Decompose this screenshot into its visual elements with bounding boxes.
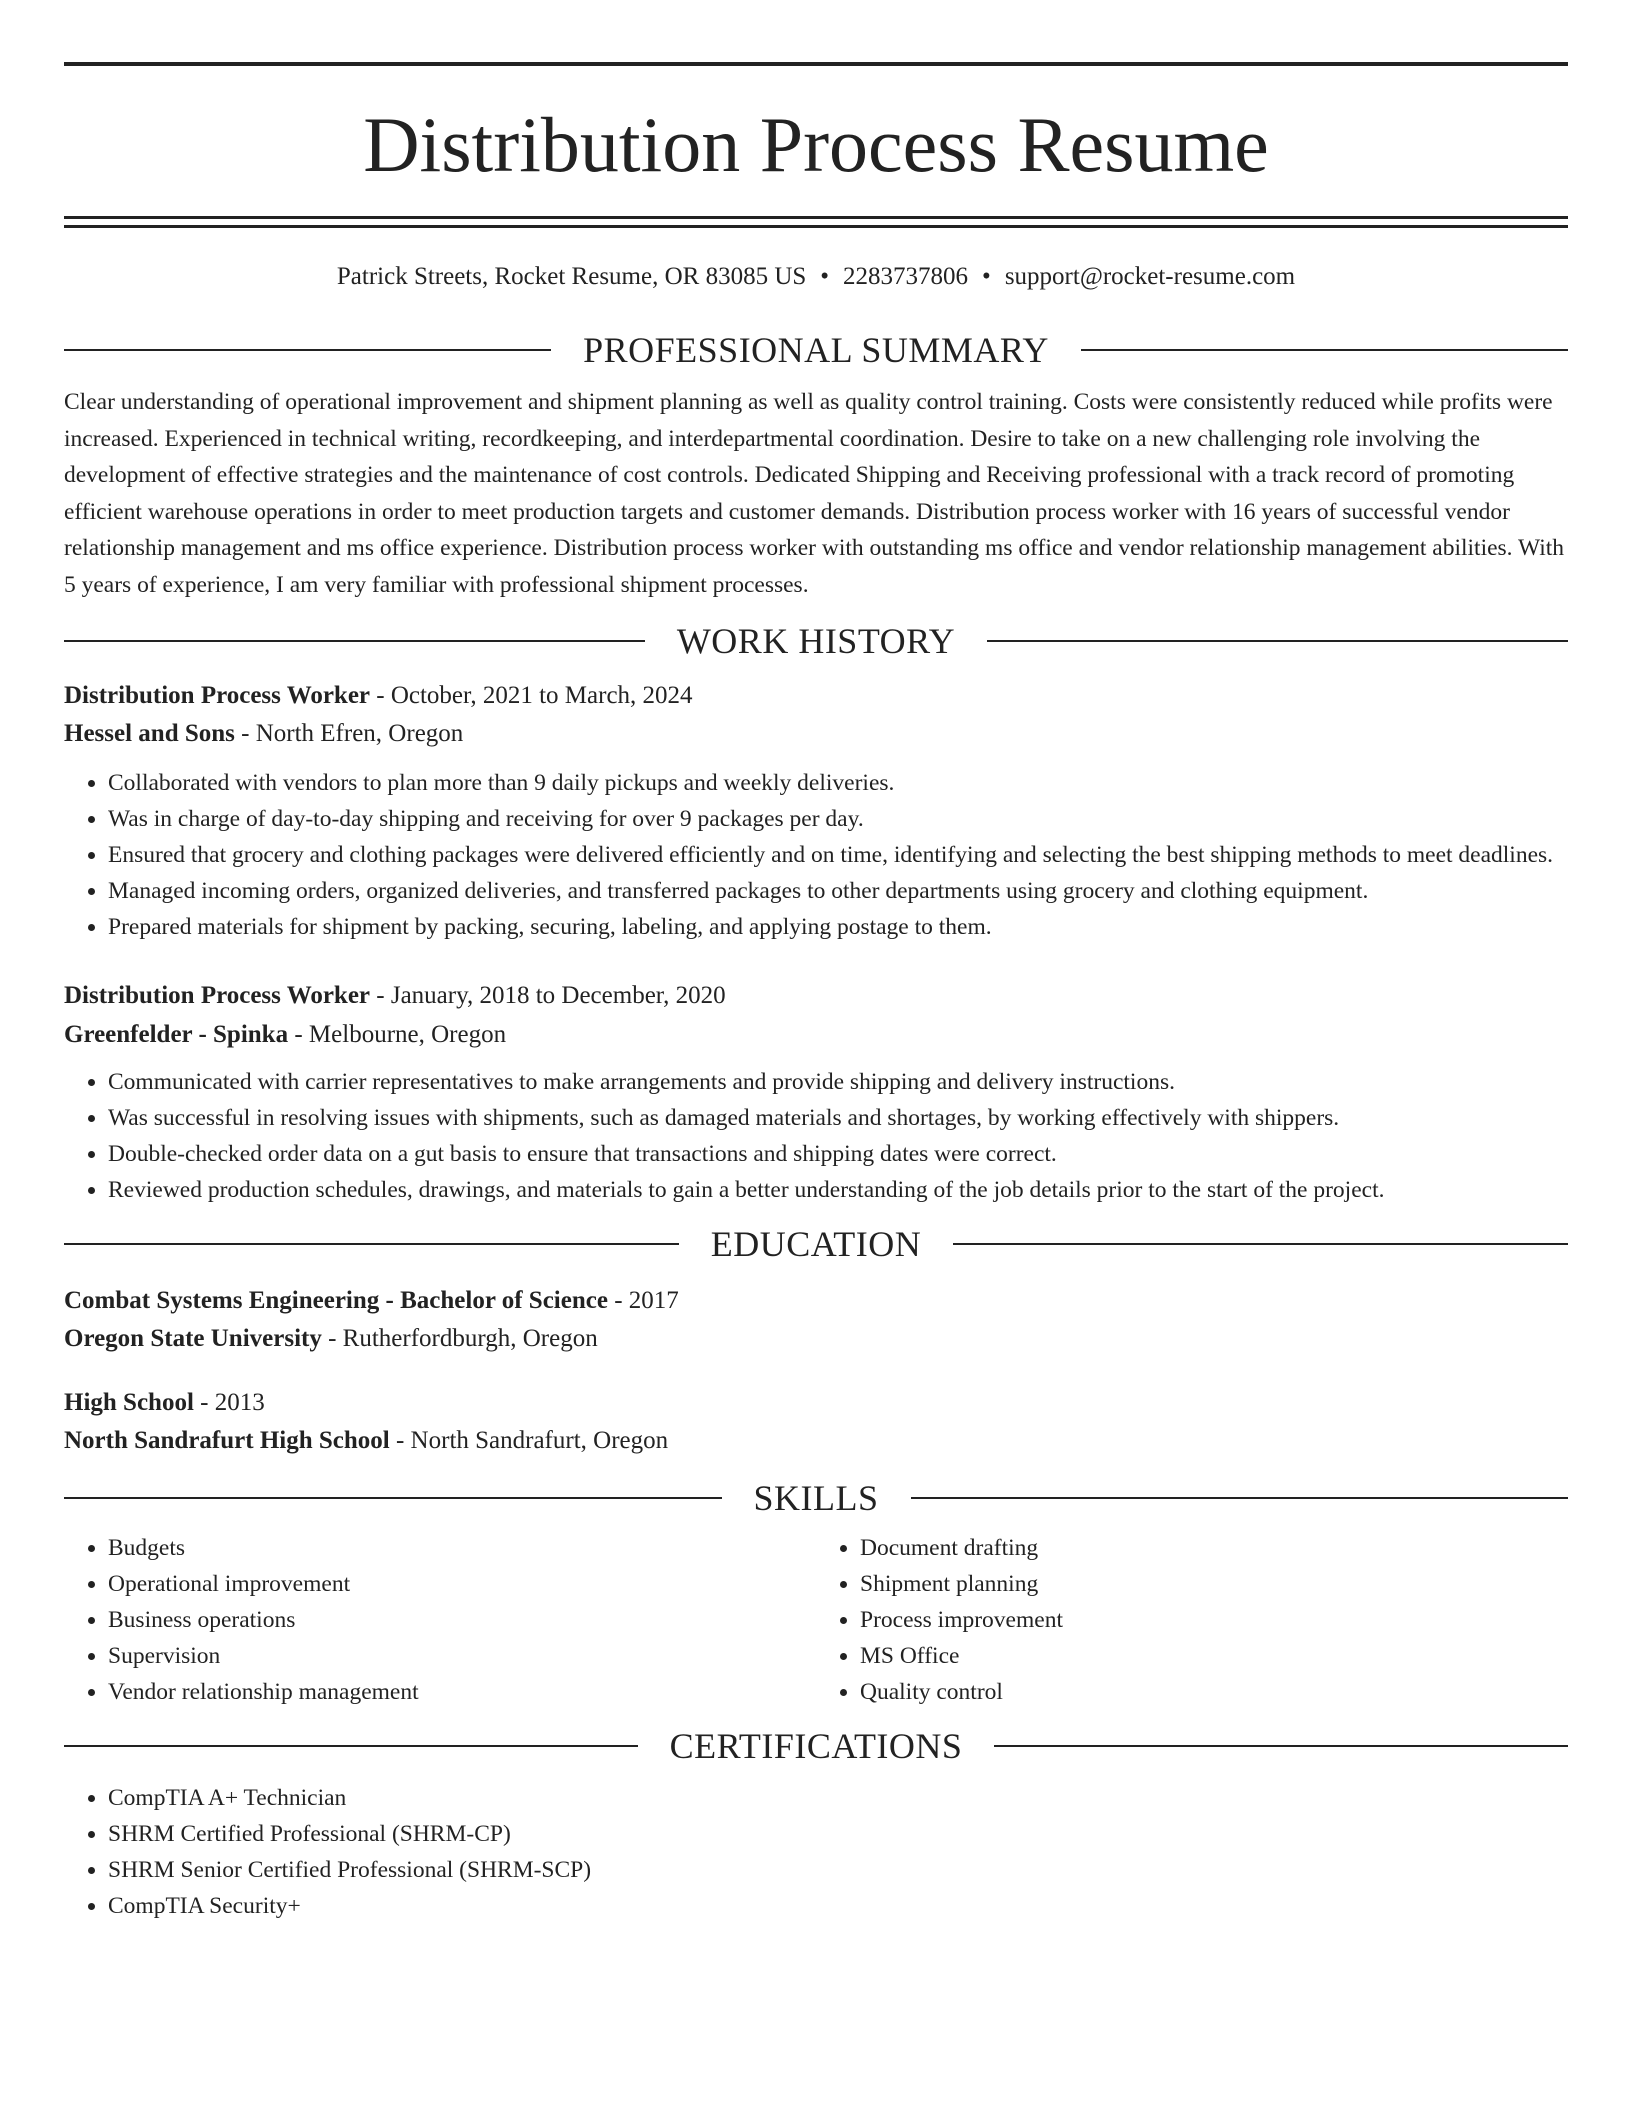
job-location: - Melbourne, Oregon (288, 1021, 507, 1048)
job-dates: - October, 2021 to March, 2024 (370, 682, 693, 709)
education-year: - 2017 (607, 1287, 679, 1314)
contact-line (64, 262, 1568, 292)
skill-item: • Operational improvement (108, 1566, 816, 1602)
section-rule-left (64, 1745, 638, 1747)
contact-email: support@rocket-resume.com (1004, 263, 1296, 290)
skill-item: • Shipment planning (860, 1566, 1568, 1602)
education-location: - North Sandrafurt, Oregon (389, 1427, 669, 1454)
top-rule (64, 62, 1568, 66)
job-entry (64, 681, 1568, 945)
job-bullet: • Double-checked order data on a gut basis to ensure that transactions and shipping dates were correct. (108, 1136, 1568, 1172)
skills-column-left (64, 1530, 816, 1710)
section-rule-right (1081, 349, 1568, 351)
education-entry (64, 1388, 1568, 1456)
skill-item: • Process improvement (860, 1602, 1568, 1638)
certification-item: • SHRM Certified Professional (SHRM-CP) (108, 1816, 1568, 1852)
skills-grid (64, 1530, 1568, 1710)
skill-item: • Quality control (860, 1674, 1568, 1710)
education-location: - Rutherfordburgh, Oregon (321, 1325, 598, 1352)
job-company-line (64, 1020, 1568, 1050)
section-rule-left (64, 1497, 722, 1499)
section-header-certifications (64, 1726, 1568, 1766)
job-bullet: • Managed incoming orders, organized deliveries, and transferred packages to other departments using grocery and clothing equipment. (108, 873, 1568, 909)
job-dates: - January, 2018 to December, 2020 (370, 982, 726, 1009)
job-role: Distribution Process Worker (64, 982, 371, 1009)
section-rule-right (911, 1497, 1569, 1499)
certification-item: • CompTIA Security+ (108, 1888, 1568, 1924)
contact-separator: • (982, 263, 991, 290)
job-bullet: • Ensured that grocery and clothing packages were delivered efficiently and on time, identifying and selecting the best shipping methods to meet deadlines. (108, 837, 1568, 873)
job-title-line (64, 981, 1568, 1011)
certifications-list (64, 1780, 1568, 1924)
education-school-line (64, 1324, 1568, 1354)
education-entry (64, 1286, 1568, 1354)
section-rule-left (64, 640, 645, 642)
job-bullet: • Collaborated with vendors to plan more than 9 daily pickups and weekly deliveries. (108, 765, 1568, 801)
section-title-work: WORK HISTORY (676, 621, 956, 661)
job-bullet: • Prepared materials for shipment by packing, securing, labeling, and applying postage to them. (108, 909, 1568, 945)
certification-item: • SHRM Senior Certified Professional (SHRM-SCP) (108, 1852, 1568, 1888)
education-school: North Sandrafurt High School (64, 1427, 390, 1454)
job-location: - North Efren, Oregon (234, 720, 464, 747)
section-title-education: EDUCATION (710, 1224, 922, 1264)
skill-item: • Business operations (108, 1602, 816, 1638)
contact-phone: 2283737806 (843, 263, 969, 290)
skill-item: • Budgets (108, 1530, 816, 1566)
education-degree-line (64, 1388, 1568, 1418)
job-company: Greenfelder - Spinka (64, 1021, 289, 1048)
education-degree: High School (64, 1389, 194, 1416)
skill-item: • Document drafting (860, 1530, 1568, 1566)
contact-address: Patrick Streets, Rocket Resume, OR 83085 US (336, 263, 807, 290)
summary-paragraph: Clear understanding of operational improvement and shipment planning as well as quality control training. Costs were consistently reduced while profits were increased. Experienced in technical writing, recordkeeping, and interdepartmental coordination. Desire to take on a new challenging role involving the development of effective strategies and the maintenance of cost controls. Dedicated Shipping and Receiving professional with a track record of promoting efficient warehouse operations in order to meet production targets and customer demands. Distribution process worker with 16 years of successful vendor relationship management and ms office experience. Distribution process worker with outstanding ms office and vendor relationship management abilities. With 5 years of experience, I am very familiar with professional shipment processes. (64, 389, 1565, 598)
education-degree: Combat Systems Engineering - Bachelor of Science (64, 1287, 608, 1314)
job-bullets (64, 765, 1568, 945)
section-title-certifications: CERTIFICATIONS (669, 1726, 963, 1766)
skill-item: • Supervision (108, 1638, 816, 1674)
education-year: - 2013 (193, 1389, 265, 1416)
job-company: Hessel and Sons (64, 720, 235, 747)
section-header-skills (64, 1478, 1568, 1518)
section-header-education (64, 1224, 1568, 1264)
title-double-rule (64, 216, 1568, 228)
section-rule-right (994, 1745, 1568, 1747)
section-rule-right (953, 1243, 1568, 1245)
job-company-line (64, 719, 1568, 749)
section-header-work (64, 621, 1568, 661)
education-school: Oregon State University (64, 1325, 322, 1352)
skills-column-right (816, 1530, 1568, 1710)
section-title-summary: PROFESSIONAL SUMMARY (583, 330, 1049, 370)
skill-item: • Vendor relationship management (108, 1674, 816, 1710)
contact-separator: • (820, 263, 830, 290)
job-bullet: • Reviewed production schedules, drawings, and materials to gain a better understanding of the job details prior to the start of the project. (108, 1172, 1568, 1208)
section-rule-right (987, 640, 1568, 642)
education-degree-line (64, 1286, 1568, 1316)
job-title-line (64, 681, 1568, 711)
section-header-summary (64, 330, 1568, 370)
section-rule-left (64, 1243, 679, 1245)
education-school-line (64, 1426, 1568, 1456)
job-bullet: • Communicated with carrier representatives to make arrangements and provide shipping and delivery instructions. (108, 1064, 1568, 1100)
job-role: Distribution Process Worker (64, 682, 371, 709)
job-bullets (64, 1064, 1568, 1208)
section-title-skills: SKILLS (753, 1478, 879, 1518)
job-bullet: • Was successful in resolving issues with shipments, such as damaged materials and shortages, by working effectively with shippers. (108, 1100, 1568, 1136)
job-bullet: • Was in charge of day-to-day shipping and receiving for over 9 packages per day. (108, 801, 1568, 837)
skill-item: • MS Office (860, 1638, 1568, 1674)
section-rule-left (64, 349, 551, 351)
resume-title: Distribution Process Resume (363, 101, 1269, 188)
certification-item: • CompTIA A+ Technician (108, 1780, 1568, 1816)
job-entry (64, 981, 1568, 1208)
